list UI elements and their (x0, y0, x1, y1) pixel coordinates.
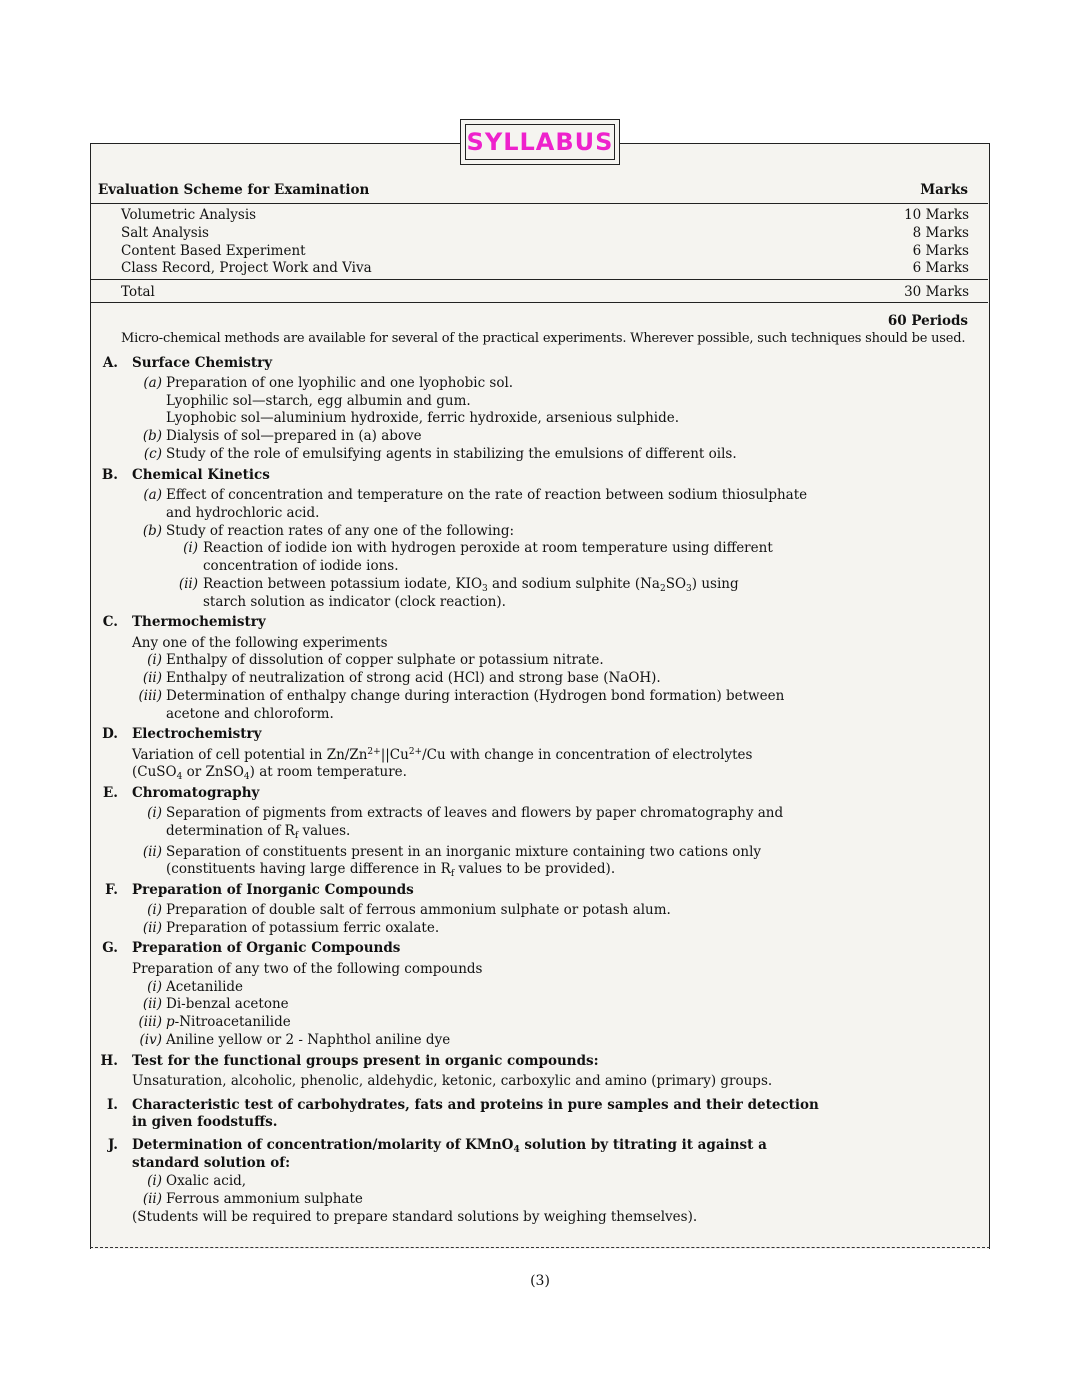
item-text: and hydrochloric acid. (166, 505, 320, 521)
section-title: Preparation of Inorganic Compounds (132, 882, 414, 898)
item-text: concentration of iodide ions. (203, 558, 399, 574)
text-run: and sodium sulphite (Na (487, 576, 660, 592)
item-text (132, 763, 407, 781)
text-run: Variation of cell potential in Zn/Zn (132, 747, 368, 763)
scheme-item: Salt Analysis (121, 225, 209, 241)
item-text: Separation of pigments from extracts of leaves and flowers by paper chromatography and (166, 805, 784, 821)
text-run: -Nitroacetanilide (174, 1014, 291, 1030)
section-title: standard solution of: (132, 1155, 291, 1171)
item-text: Lyophilic sol—starch, egg albumin and gum. (166, 393, 471, 409)
item-marker: (i) (183, 540, 198, 556)
item-text: Aniline yellow or 2 - Naphthol aniline dye (166, 1032, 451, 1048)
text-run: Reaction between potassium iodate, KIO (203, 576, 483, 592)
item-text: Enthalpy of neutralization of strong acid (HCl) and strong base (NaOH). (166, 670, 661, 686)
scheme-marks: 6 Marks (912, 260, 969, 276)
item-marker: (i) (147, 902, 162, 918)
item-text: Dialysis of sol—prepared in (a) above (166, 428, 422, 444)
item-text: acetone and chloroform. (166, 706, 334, 722)
scheme-item: Volumetric Analysis (121, 207, 257, 223)
section-letter: H. (100, 1053, 118, 1069)
section-intro: Preparation of any two of the following compounds (132, 961, 483, 977)
section-title (132, 1136, 767, 1154)
section-letter: D. (102, 726, 118, 742)
scheme-item: Content Based Experiment (121, 243, 306, 259)
total-marks: 30 Marks (904, 284, 969, 300)
item-marker: (a) (143, 487, 162, 503)
scheme-marks: 10 Marks (904, 207, 969, 223)
section-title: Chromatography (132, 785, 260, 801)
section-letter: A. (102, 355, 118, 371)
item-marker: (a) (143, 375, 162, 391)
item-text (166, 822, 350, 840)
item-marker: (i) (147, 652, 162, 668)
item-marker: (iv) (139, 1032, 162, 1048)
text-run: (constituents having large difference in R (166, 861, 451, 877)
total-label: Total (121, 284, 155, 300)
intro-note: Micro-chemical methods are available for several of the practical experiments. Wherever possible, such techniques should be used. (121, 331, 966, 346)
section-letter: B. (101, 467, 118, 483)
item-text: Effect of concentration and temperature on the rate of reaction between sodium thiosulphate (166, 487, 808, 503)
section-title: Surface Chemistry (132, 355, 273, 371)
section-title: Characteristic test of carbohydrates, fats and proteins in pure samples and their detection (132, 1097, 819, 1113)
section-letter: E. (103, 785, 118, 801)
scheme-bottom-rule (90, 302, 988, 303)
text-run: /Cu with change in concentration of electrolytes (422, 747, 753, 763)
item-marker: (b) (142, 523, 162, 539)
subscript: 4 (176, 772, 183, 782)
item-text: Enthalpy of dissolution of copper sulphate or potassium nitrate. (166, 652, 604, 668)
section-title: Thermochemistry (132, 614, 266, 630)
item-marker: (i) (147, 805, 162, 821)
item-text (166, 860, 615, 878)
item-text: Study of reaction rates of any one of the following: (166, 523, 515, 539)
item-text: Di-benzal acetone (166, 996, 289, 1012)
item-text: starch solution as indicator (clock reaction). (203, 594, 506, 610)
section-letter: F. (105, 882, 118, 898)
section-intro: Any one of the following experiments (132, 635, 388, 651)
item-marker: (ii) (142, 670, 162, 686)
item-marker: (ii) (142, 920, 162, 936)
text-run: Determination of concentration/molarity of KMnO (132, 1137, 514, 1153)
scheme-marks: 8 Marks (912, 225, 969, 241)
subscript: 4 (243, 772, 250, 782)
section-title: Chemical Kinetics (132, 467, 270, 483)
section-title: Test for the functional groups present in organic compounds: (132, 1053, 599, 1069)
section-title: in given foodstuffs. (132, 1114, 278, 1130)
text-run: SO (665, 576, 687, 592)
dashed-bottom-border (90, 1247, 990, 1248)
syllabus-badge-text: SYLLABUS (465, 124, 615, 160)
text-run: ) at room temperature. (249, 764, 407, 780)
page-number: (3) (530, 1273, 550, 1289)
item-marker: (iii) (138, 688, 162, 704)
section-letter: J. (107, 1137, 118, 1153)
item-marker: (i) (147, 979, 162, 995)
item-text: Ferrous ammonium sulphate (166, 1191, 363, 1207)
subscript: 3 (686, 584, 692, 594)
item-marker: (ii) (142, 844, 162, 860)
text-run: values to be provided). (454, 861, 616, 877)
item-marker: (c) (143, 446, 162, 462)
item-marker: (ii) (142, 996, 162, 1012)
item-marker: (i) (147, 1173, 162, 1189)
item-text: Reaction of iodide ion with hydrogen peroxide at room temperature using different (203, 540, 773, 556)
subscript: 2 (659, 584, 666, 594)
text-run: determination of R (166, 823, 295, 839)
scheme-row (121, 224, 969, 242)
item-text: Determination of enthalpy change during interaction (Hydrogen bond formation) between (166, 688, 785, 704)
section-title: Preparation of Organic Compounds (132, 940, 401, 956)
item-text: Study of the role of emulsifying agents in stabilizing the emulsions of different oils. (166, 446, 737, 462)
scheme-total-row (121, 283, 969, 301)
marks-heading: Marks (920, 182, 968, 198)
section-letter: I. (106, 1097, 118, 1113)
item-marker: (b) (142, 428, 162, 444)
scheme-header-rule (90, 203, 988, 204)
item-text: (Students will be required to prepare standard solutions by weighing themselves). (132, 1209, 698, 1225)
item-text: Acetanilide (166, 979, 244, 995)
text-run: solution by titrating it against a (519, 1137, 767, 1153)
text-run: ||Cu (380, 747, 409, 763)
scheme-row (121, 206, 969, 224)
subscript: f (450, 869, 455, 879)
scheme-total-rule (90, 279, 988, 280)
text-run: p (166, 1014, 175, 1030)
superscript: 2+ (408, 747, 423, 757)
item-text (166, 1013, 291, 1031)
scheme-row (121, 259, 969, 277)
section-letter: C. (102, 614, 118, 630)
scheme-row (121, 242, 969, 260)
item-text (203, 575, 739, 593)
scheme-marks: 6 Marks (912, 243, 969, 259)
subscript: 4 (513, 1145, 520, 1155)
text-run: (CuSO (132, 764, 177, 780)
item-text (132, 746, 752, 764)
syllabus-badge (460, 119, 620, 165)
text-run: ) using (691, 576, 739, 592)
item-marker: (iii) (138, 1014, 162, 1030)
periods: 60 Periods (887, 313, 968, 329)
text-run: or ZnSO (182, 764, 244, 780)
subscript: 3 (482, 584, 488, 594)
scheme-item: Class Record, Project Work and Viva (121, 260, 372, 276)
item-text: Oxalic acid, (166, 1173, 247, 1189)
item-text: Preparation of potassium ferric oxalate. (166, 920, 440, 936)
item-marker: (ii) (142, 1191, 162, 1207)
item-text: Preparation of double salt of ferrous ammonium sulphate or potash alum. (166, 902, 671, 918)
subscript: f (294, 831, 299, 841)
section-letter: G. (102, 940, 118, 956)
item-marker: (ii) (178, 576, 198, 592)
section-title: Electrochemistry (132, 726, 262, 742)
superscript: 2+ (367, 747, 381, 757)
text-run: values. (298, 823, 351, 839)
item-text: Unsaturation, alcoholic, phenolic, aldehydic, ketonic, carboxylic and amino (primary) groups. (132, 1073, 773, 1089)
item-text: Separation of constituents present in an inorganic mixture containing two cations only (166, 844, 762, 860)
item-text: Preparation of one lyophilic and one lyophobic sol. (166, 375, 514, 391)
scheme-heading: Evaluation Scheme for Examination (98, 182, 370, 198)
item-text: Lyophobic sol—aluminium hydroxide, ferric hydroxide, arsenious sulphide. (166, 410, 680, 426)
